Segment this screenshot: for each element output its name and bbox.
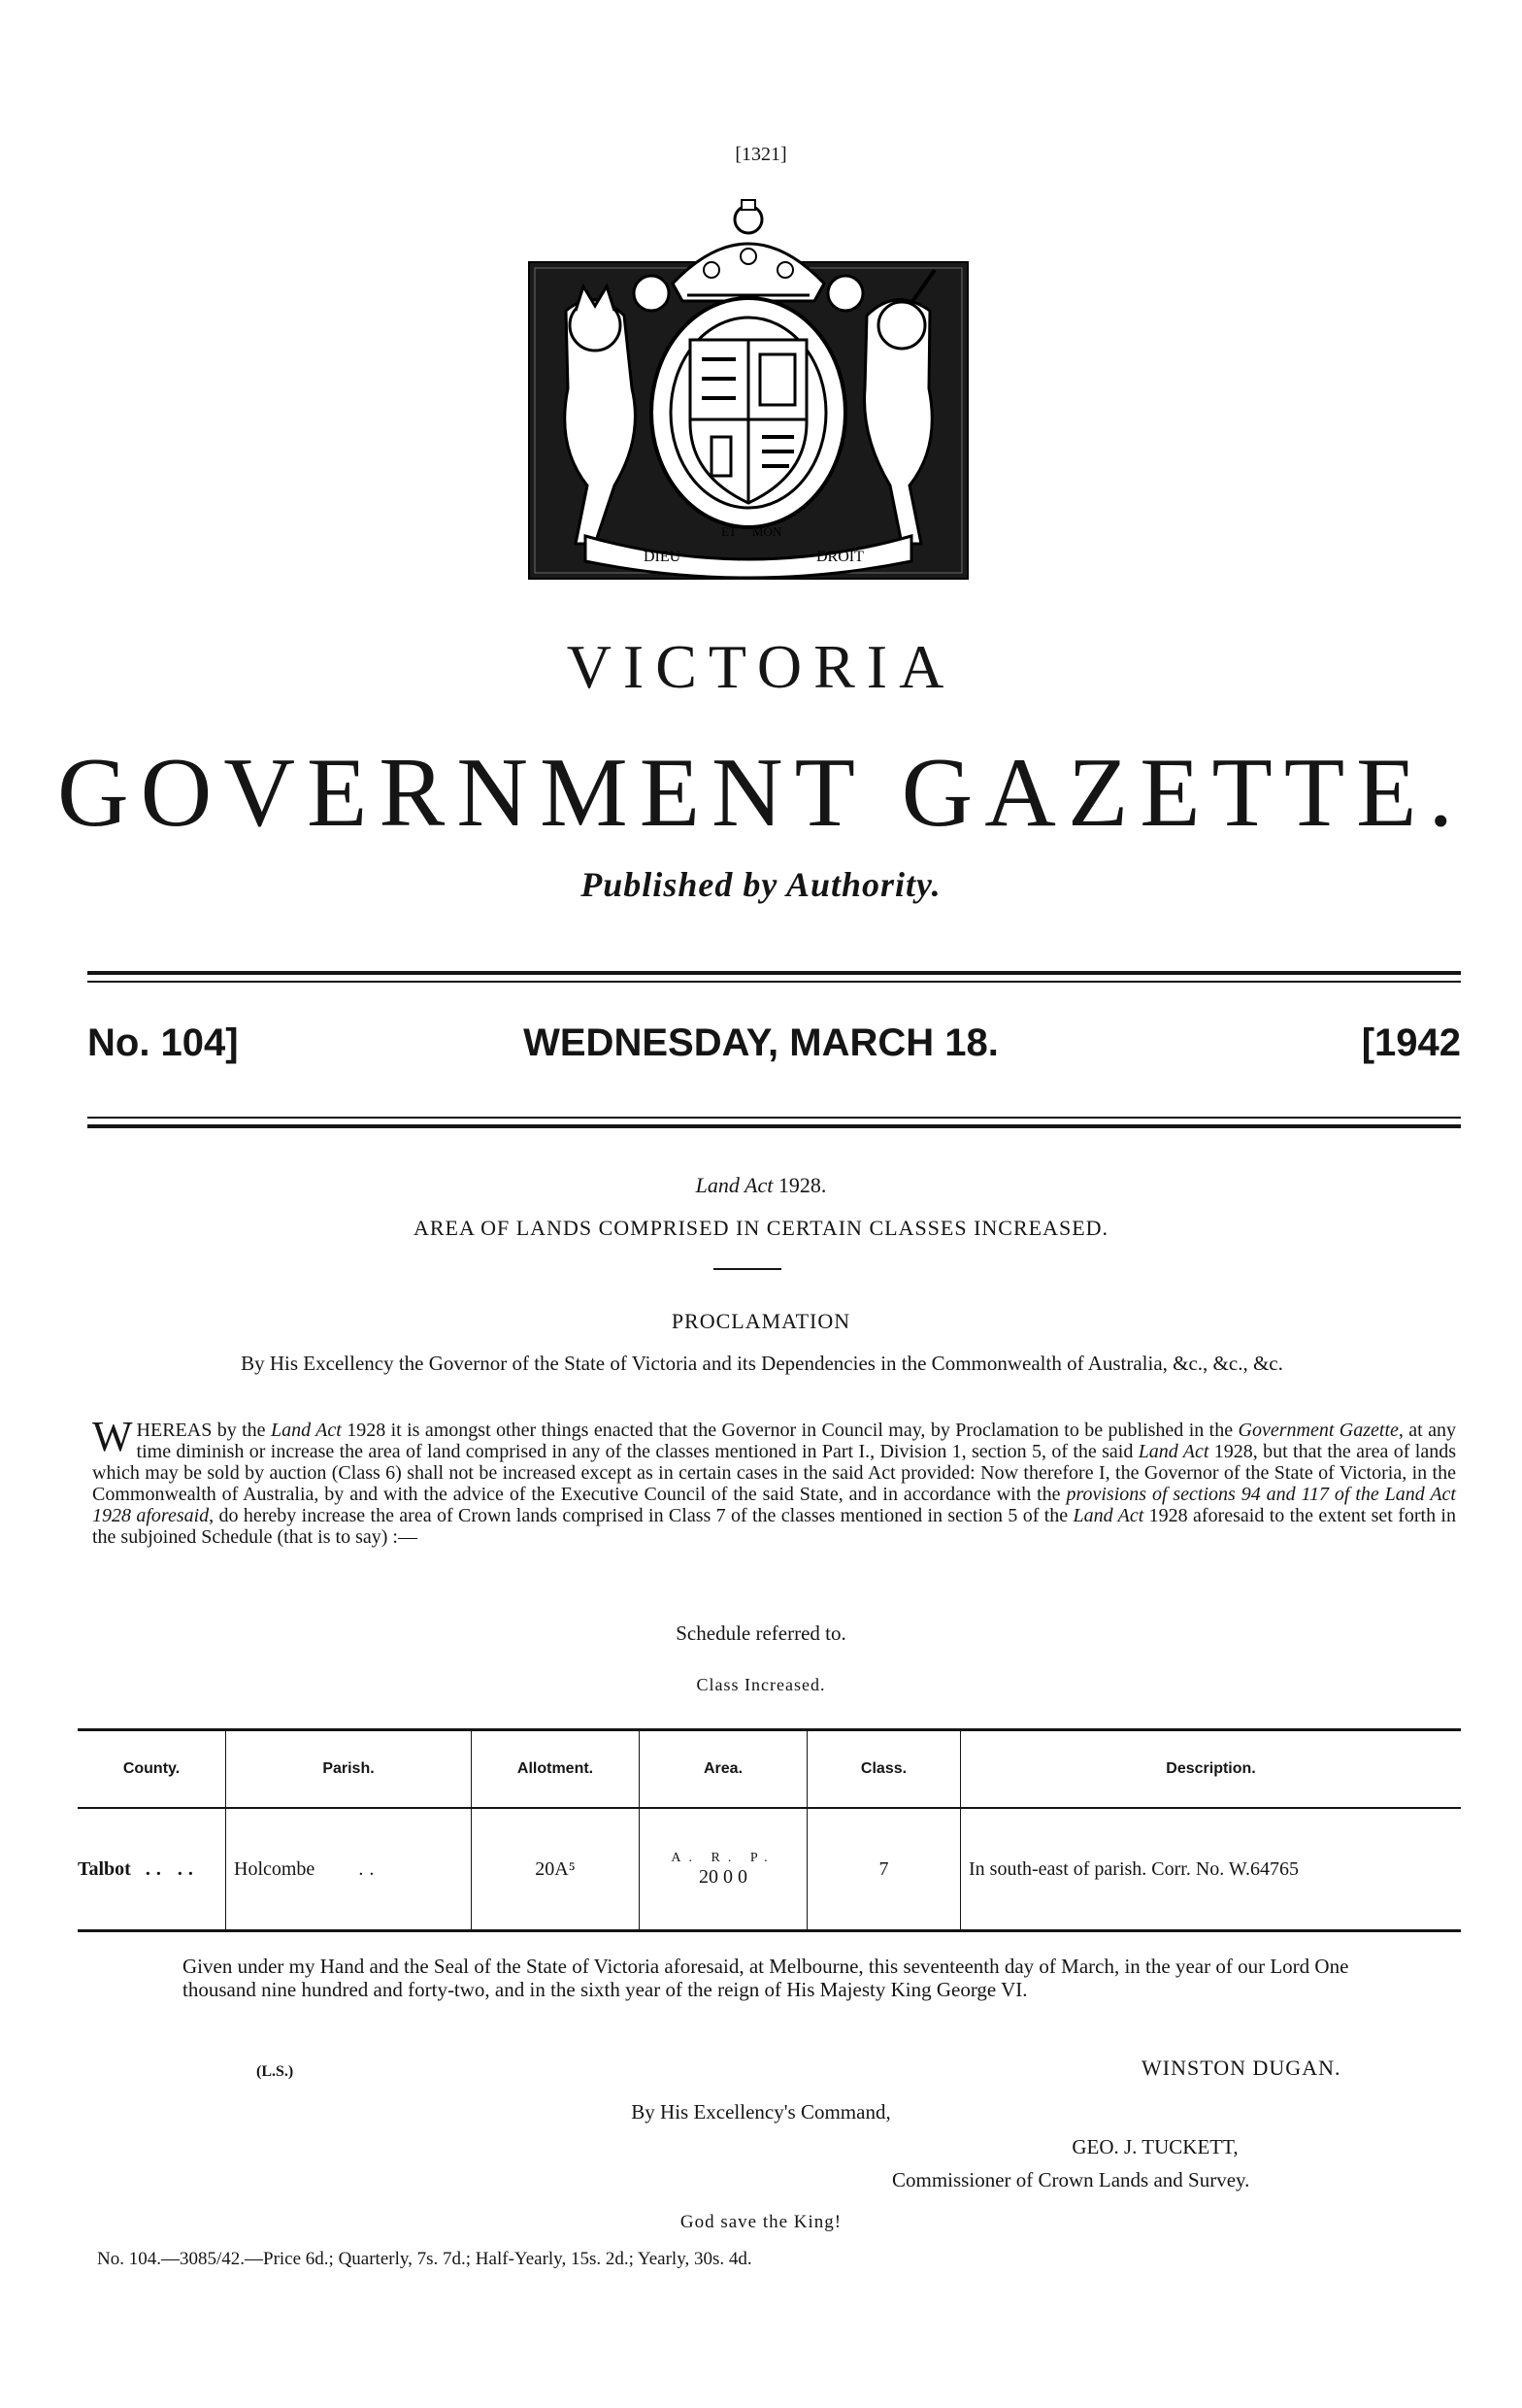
command-line: By His Excellency's Command, — [631, 2100, 891, 2124]
closing-statement: Given under my Hand and the Seal of the State of Victoria aforesaid, at Melbourne, this seventeenth day of March, in the year of our Lord One thousand nine hundred and forty-two, and in the sixth year of the reign of His Majesty King George VI. — [182, 1955, 1349, 2001]
issue-year: [1942 — [1361, 1021, 1461, 1064]
masthead-authority: Published by Authority. — [580, 865, 942, 904]
cell-description: In south-east of parish. Corr. No. W.64765 — [961, 1808, 1462, 1931]
issue-rule-bottom-thin — [87, 1117, 1461, 1119]
seal-mark: (L.S.) — [256, 2063, 294, 2080]
masthead-rule-top-thin — [87, 981, 1461, 983]
column-header-area: Area. — [640, 1730, 808, 1809]
svg-text:ET: ET — [721, 524, 737, 539]
issue-date: WEDNESDAY, MARCH 18. — [523, 1021, 999, 1064]
column-header-allotment: Allotment. — [472, 1730, 640, 1809]
issue-rule-bottom — [87, 1124, 1461, 1128]
table-row — [78, 1808, 1461, 1931]
column-header-description: Description. — [961, 1730, 1462, 1809]
god-save-the-king: God save the King! — [679, 2212, 843, 2232]
cell-parish: Holcombe .. — [226, 1808, 472, 1931]
act-heading: AREA OF LANDS COMPRISED IN CERTAIN CLASSES INCREASED. — [413, 1216, 1109, 1240]
section-divider — [713, 1268, 781, 1270]
cell-allotment: 20A⁵ — [472, 1808, 640, 1931]
column-header-county: County. — [78, 1730, 226, 1809]
signatory-name: GEO. J. TUCKETT, — [1072, 2135, 1239, 2158]
svg-text:MON: MON — [752, 524, 782, 539]
proclamation-body: WHEREAS by the Land Act 1928 it is amongst other things enacted that the Governor in Council may, by Proclamation to be published in the Government Gazette, at any time diminish or increase the area of land comprised in any of the classes mentioned in Part I., Division 1, section 5, of the said Land Act 1928, but that the area of lands which may be sold by auction (Class 6) shall not be increased except as in certain cases in the said Act provided: Now therefore I, the Governor of the State of Victoria, in the Commonwealth of Australia, by and with the advice of the Executive Council of the said State, and in accordance with the provisions of sections 94 and 117 of the Land Act 1928 aforesaid, do hereby increase the area of Crown lands comprised in Class 7 of the classes mentioned in section 5 of the Land Act 1928 aforesaid to the extent set forth in the subjoined Schedule (that is to say) :— — [92, 1413, 1456, 1548]
proclamation-subheading: By His Excellency the Governor of the State of Victoria and its Dependencies in the Commonwealth of Australia, &c., &c., &c. — [241, 1352, 1283, 1375]
royal-coat-of-arms-icon — [527, 194, 970, 583]
proclamation-heading: PROCLAMATION — [671, 1309, 851, 1333]
governor-signature: WINSTON DUGAN. — [1142, 2056, 1341, 2080]
masthead-state: VICTORIA — [566, 632, 956, 701]
drop-cap: W — [92, 1413, 133, 1460]
cell-area: A. R. P. 20 0 0 — [640, 1808, 808, 1931]
masthead-rule-top — [87, 971, 1461, 975]
signatory-title: Commissioner of Crown Lands and Survey. — [892, 2168, 1250, 2191]
column-header-class: Class. — [808, 1730, 961, 1809]
schedule-table — [78, 1728, 1461, 1932]
price-line: No. 104.—3085/42.—Price 6d.; Quarterly, 7s. 7d.; Half-Yearly, 15s. 2d.; Yearly, 30s. 4d. — [97, 2249, 752, 2269]
cell-county: Talbot .. .. — [78, 1857, 199, 1880]
masthead-title: GOVERNMENT GAZETTE. — [57, 738, 1465, 848]
issue-number: No. 104] — [87, 1021, 239, 1064]
column-header-parish: Parish. — [226, 1730, 472, 1809]
page-number: [1321] — [735, 144, 787, 165]
svg-text:DROIT: DROIT — [816, 549, 864, 565]
schedule-heading: Class Increased. — [696, 1675, 826, 1694]
area-units: A. R. P. — [671, 1850, 776, 1865]
schedule-reference: Schedule referred to. — [676, 1622, 846, 1645]
table-header-row — [78, 1730, 1461, 1809]
cell-class: 7 — [808, 1808, 961, 1931]
act-title: Land Act 1928. — [695, 1173, 827, 1197]
svg-text:DIEU: DIEU — [644, 549, 681, 565]
